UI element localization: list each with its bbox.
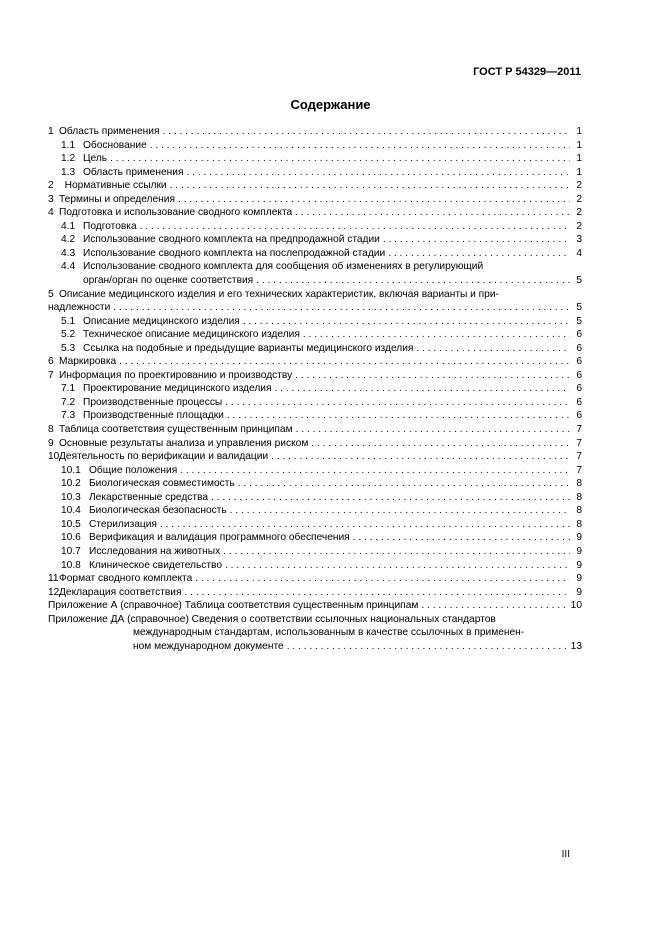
toc-entry-page: 6 <box>576 342 582 354</box>
toc-entry-number: 7.2 <box>61 396 76 408</box>
toc-dot-leader <box>225 559 570 573</box>
toc-entry-page: 1 <box>576 126 582 137</box>
toc-entry[interactable] <box>48 382 582 396</box>
toc-dot-leader <box>180 464 570 478</box>
toc-dot-leader <box>178 193 570 207</box>
toc-entry-page: 2 <box>576 193 582 205</box>
toc-entry-title: Термины и определения <box>59 193 175 205</box>
toc-dot-leader <box>271 450 570 464</box>
toc-entry-page: 7 <box>576 437 582 449</box>
toc-entry-title: Использование сводного комплекта для сообщения об изменениях в регулирующий <box>83 261 484 273</box>
toc-entry-page: 10 <box>570 600 582 612</box>
toc-entry-page: 8 <box>576 478 582 490</box>
toc-entry[interactable] <box>48 504 582 518</box>
toc-entry-title: надлежности <box>48 302 111 314</box>
toc-entry-number: 7.1 <box>61 383 76 395</box>
toc-entry[interactable] <box>48 396 582 410</box>
toc-dot-leader <box>162 125 570 139</box>
toc-entry-page: 1 <box>576 139 582 151</box>
toc-dot-leader <box>186 166 570 180</box>
toc-dot-leader <box>295 206 570 220</box>
toc-dot-leader <box>243 315 570 329</box>
toc-entry-page: 4 <box>576 247 582 259</box>
toc-entry-title: Верификация и валидация программного обеспечения <box>89 532 350 544</box>
toc-entry-page: 6 <box>576 383 582 395</box>
toc-entry-page: 9 <box>576 586 582 598</box>
toc-entry-number: 10.4 <box>61 505 81 517</box>
toc-dot-leader <box>170 179 570 193</box>
toc-entry[interactable] <box>48 328 582 342</box>
page-title: Содержание <box>290 97 371 112</box>
toc-entry[interactable] <box>48 477 582 491</box>
toc-entry[interactable] <box>48 464 582 478</box>
toc-entry-title: орган/орган по оценке соответствия <box>83 275 254 287</box>
toc-entry[interactable] <box>48 193 582 207</box>
toc-entry[interactable] <box>48 599 582 613</box>
toc-entry[interactable] <box>48 125 582 139</box>
toc-dot-leader <box>110 152 570 166</box>
toc-entry[interactable] <box>48 260 582 287</box>
toc-entry-page: 2 <box>576 180 582 192</box>
toc-entry[interactable] <box>48 139 582 153</box>
toc-entry-number: 2 <box>48 180 54 192</box>
toc-entry[interactable] <box>48 423 582 437</box>
toc-dot-leader <box>311 437 570 451</box>
toc-entry[interactable] <box>48 545 582 559</box>
toc-entry[interactable] <box>48 369 582 383</box>
toc-entry-number: 1.3 <box>61 166 76 178</box>
toc-dot-leader <box>421 599 567 613</box>
toc-entry-title: Таблица соответствия существенным принципам <box>59 424 293 436</box>
toc-entry-number: 6 <box>48 356 54 368</box>
toc-entry-title: Производственные процессы <box>83 396 223 408</box>
toc-entry[interactable] <box>48 531 582 545</box>
toc-entry-page: 3 <box>576 234 582 246</box>
toc-dot-leader <box>353 531 570 545</box>
toc-entry-number: 1.2 <box>61 153 76 165</box>
toc-entry-title: Техническое описание медицинского изделия <box>83 329 300 341</box>
toc-entry-number: 10.7 <box>61 545 81 557</box>
toc-dot-leader <box>150 139 570 153</box>
toc-dot-leader <box>383 233 570 247</box>
document-standard-header: ГОСТ Р 54329—2011 <box>473 66 581 78</box>
toc-entry-page: 8 <box>576 505 582 517</box>
toc-entry-page: 9 <box>576 532 582 544</box>
toc-entry-number: 5.3 <box>61 342 76 354</box>
toc-entry[interactable] <box>48 233 582 247</box>
toc-entry-number: 10.6 <box>61 532 81 544</box>
toc-entry-title: Лекарственные средства <box>89 491 209 503</box>
toc-entry-title: Обоснование <box>83 139 147 151</box>
toc-entry-title: Область применения <box>59 126 160 137</box>
toc-dot-leader <box>296 423 570 437</box>
toc-entry[interactable] <box>48 342 582 356</box>
toc-entry-page: 1 <box>576 153 582 165</box>
toc-entry-page: 2 <box>576 220 582 232</box>
toc-dot-leader <box>119 355 570 369</box>
toc-entry-title: Приложение А (справочное) Таблица соответствия существенным принципам <box>48 600 419 612</box>
toc-entry-page: 5 <box>576 275 582 287</box>
toc-entry-title: Описание медицинского изделия и его технических характеристик, включая варианты и при- <box>59 288 499 300</box>
toc-entry-page: 5 <box>576 302 582 314</box>
toc-dot-leader <box>195 572 570 586</box>
toc-entry-page: 7 <box>576 424 582 436</box>
toc-entry-page: 9 <box>576 559 582 571</box>
toc-entry-number: 10 <box>48 451 60 463</box>
toc-entry-title: Ссылка на подобные и предыдущие варианты медицинского изделия <box>83 342 414 354</box>
toc-entry-page: 9 <box>576 573 582 585</box>
toc-entry-number: 4 <box>48 207 54 219</box>
toc-entry[interactable] <box>48 491 582 505</box>
toc-entry-title: Область применения <box>83 166 184 178</box>
toc-entry-title: Подготовка и использование сводного комплекта <box>59 207 293 219</box>
toc-entry-number: 5.2 <box>61 329 76 341</box>
toc-entry-number: 1 <box>48 126 54 137</box>
toc-entry-page: 8 <box>576 491 582 503</box>
toc-entry[interactable] <box>48 586 582 600</box>
toc-entry-title: ном международном документе <box>133 640 284 652</box>
toc-entry-title: Подготовка <box>83 220 137 232</box>
page-number: III <box>561 849 570 860</box>
toc-entry-title: Деятельность по верификации и валидации <box>59 451 269 463</box>
toc-entry-title: Приложение ДА (справочное) Сведения о соответствии ссылочных национальных стандартов <box>48 613 496 625</box>
toc-entry-page: 8 <box>576 518 582 530</box>
toc-dot-leader <box>225 396 570 410</box>
toc-entry[interactable] <box>48 220 582 234</box>
toc-entry-title: Общие положения <box>89 464 178 476</box>
toc-entry-number: 4.2 <box>61 234 76 246</box>
toc-entry-number: 10.3 <box>61 491 81 503</box>
toc-entry[interactable] <box>48 247 582 261</box>
toc-entry-page: 5 <box>576 315 582 327</box>
toc-dot-leader <box>303 328 570 342</box>
toc-entry-title: международным стандартам, использованным в качестве ссылочных в применен- <box>133 627 525 639</box>
toc-dot-leader <box>274 382 570 396</box>
toc-entry-number: 1.1 <box>61 139 76 151</box>
toc-entry-number: 8 <box>48 424 54 436</box>
toc-entry-title: Декларация соответствия <box>59 586 182 598</box>
toc-dot-leader <box>256 274 570 288</box>
toc-entry-title: Информация по проектированию и производству <box>59 369 293 381</box>
toc-entry-title: Описание медицинского изделия <box>83 315 240 327</box>
toc-entry-title: Биологическая совместимость <box>89 478 235 490</box>
toc-entry-number: 9 <box>48 437 54 449</box>
toc-entry-title: Маркировка <box>59 356 117 368</box>
toc-entry-title: Использование сводного комплекта на предпродажной стадии <box>83 234 380 246</box>
toc-dot-leader <box>230 504 570 518</box>
toc-entry-number: 5.1 <box>61 315 76 327</box>
toc-entry-page: 7 <box>576 451 582 463</box>
toc-dot-leader <box>140 220 570 234</box>
toc-entry-page: 2 <box>576 207 582 219</box>
toc-entry[interactable] <box>48 179 582 193</box>
toc-entry-title: Нормативные ссылки <box>59 180 167 192</box>
toc-entry-number: 7 <box>48 369 54 381</box>
toc-entry[interactable] <box>48 450 582 464</box>
toc-dot-leader <box>185 586 571 600</box>
toc-entry-number: 10.8 <box>61 559 81 571</box>
toc-dot-leader <box>295 369 570 383</box>
toc-entry-page: 6 <box>576 329 582 341</box>
toc-entry[interactable] <box>48 315 582 329</box>
toc-entry-number: 4.4 <box>61 261 76 273</box>
toc-entry-number: 10.1 <box>61 464 81 476</box>
toc-entry-number: 7.3 <box>61 410 76 422</box>
toc-dot-leader <box>227 409 570 423</box>
toc-entry[interactable] <box>48 166 582 180</box>
toc-entry-title: Проектирование медицинского изделия <box>83 383 272 395</box>
toc-entry-page: 7 <box>576 464 582 476</box>
toc-entry-number: 3 <box>48 193 54 205</box>
toc-entry-page: 9 <box>576 545 582 557</box>
toc-entry[interactable] <box>48 518 582 532</box>
toc-dot-leader <box>416 342 570 356</box>
toc-entry[interactable] <box>48 409 582 423</box>
toc-entry-title: Использование сводного комплекта на послепродажной стадии <box>83 247 386 259</box>
toc-dot-leader <box>388 247 570 261</box>
toc-dot-leader <box>238 477 570 491</box>
toc-entry-page: 1 <box>576 166 582 178</box>
toc-entry-page: 6 <box>576 356 582 368</box>
toc-entry-number: 10.2 <box>61 478 81 490</box>
toc-entry-title: Стерилизация <box>89 518 157 530</box>
toc-dot-leader <box>113 301 570 315</box>
toc-dot-leader <box>287 640 568 654</box>
toc-entry[interactable] <box>48 288 582 315</box>
toc-entry-title: Основные результаты анализа и управления риском <box>59 437 309 449</box>
toc-dot-leader <box>160 518 570 532</box>
toc-entry-number: 4.3 <box>61 247 76 259</box>
toc-entry-page: 6 <box>576 410 582 422</box>
toc-entry-page: 6 <box>576 369 582 381</box>
toc-entry[interactable] <box>48 613 582 654</box>
toc-entry-page: 6 <box>576 396 582 408</box>
toc-entry-number: 4.1 <box>61 220 76 232</box>
toc-entry-title: Производственные площадки <box>83 410 224 422</box>
toc-entry-number: 10.5 <box>61 518 81 530</box>
toc-dot-leader <box>211 491 570 505</box>
toc-entry-page: 13 <box>570 640 582 652</box>
toc-entry[interactable] <box>48 572 582 586</box>
toc-entry-number: 12 <box>48 586 60 598</box>
toc-entry[interactable] <box>48 355 582 369</box>
toc-entry[interactable] <box>48 437 582 451</box>
toc-entry-title: Исследования на животных <box>89 545 221 557</box>
toc-entry-title: Формат сводного комплекта <box>59 573 193 585</box>
toc-entry-title: Цель <box>83 153 108 165</box>
toc-dot-leader <box>223 545 570 559</box>
toc-entry-title: Биологическая безопасность <box>89 505 227 517</box>
table-of-contents <box>48 125 582 653</box>
toc-entry[interactable] <box>48 559 582 573</box>
toc-entry[interactable] <box>48 152 582 166</box>
toc-entry[interactable] <box>48 206 582 220</box>
toc-entry-number: 5 <box>48 288 54 300</box>
toc-entry-title: Клиническое свидетельство <box>89 559 223 571</box>
toc-entry-number: 11 <box>48 573 59 585</box>
